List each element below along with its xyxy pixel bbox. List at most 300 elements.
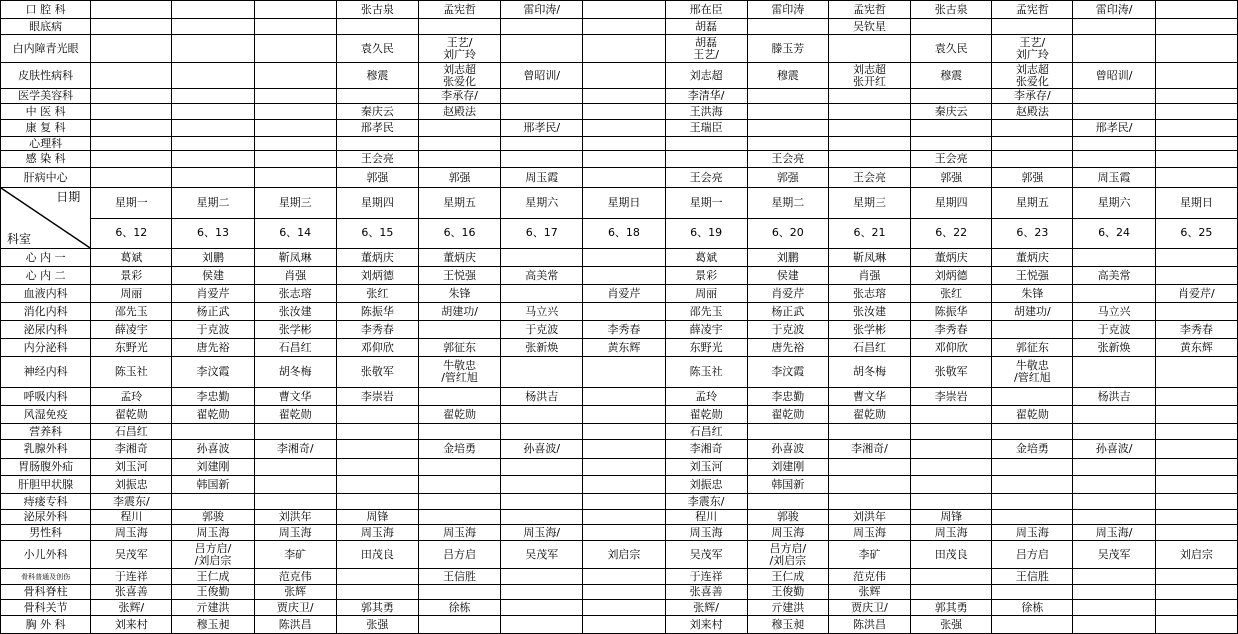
doctor-cell: 李震东/: [665, 494, 747, 510]
doctor-cell: 张学彬: [828, 321, 910, 339]
doctor-cell: 周锋: [911, 510, 992, 525]
department-name-cell: 风湿免疫: [1, 406, 91, 424]
doctor-cell: [1073, 285, 1155, 303]
weekday-header-cell: 星期日: [583, 188, 665, 219]
doctor-cell: 薛凌宇: [665, 321, 747, 339]
doctor-cell: [583, 35, 665, 63]
doctor-cell: [1073, 569, 1155, 585]
doctor-cell: [501, 285, 583, 303]
doctor-cell: [747, 494, 828, 510]
doctor-cell: 亓建洪: [747, 600, 828, 616]
doctor-cell: 王会亮: [747, 151, 828, 168]
doctor-cell: 王悦强: [418, 267, 500, 285]
doctor-cell: 袁久民: [336, 35, 418, 63]
date-header-cell: 6、25: [1155, 218, 1237, 249]
doctor-cell: 李湘奇/: [254, 440, 336, 459]
doctor-cell: [1155, 510, 1237, 525]
doctor-cell: [992, 424, 1073, 440]
doctor-cell: 肖爱芹: [583, 285, 665, 303]
doctor-cell: [91, 104, 172, 120]
doctor-cell: 董炳庆: [418, 249, 500, 267]
doctor-cell: 秦庆云: [911, 104, 992, 120]
doctor-cell: 郭征东: [992, 339, 1073, 357]
doctor-cell: 胡建功/: [418, 303, 500, 321]
doctor-cell: 周玉海: [747, 525, 828, 541]
doctor-cell: 肖爱芹: [172, 285, 254, 303]
date-header-cell: 6、14: [254, 218, 336, 249]
doctor-cell: 王仁成: [747, 569, 828, 585]
doctor-cell: [1073, 104, 1155, 120]
doctor-cell: 雷印涛: [747, 1, 828, 19]
doctor-cell: [1073, 600, 1155, 616]
doctor-cell: 胡冬梅: [254, 357, 336, 388]
doctor-cell: [583, 63, 665, 89]
doctor-cell: [254, 424, 336, 440]
doctor-cell: 赵殿法: [992, 104, 1073, 120]
doctor-cell: 田茂良: [911, 541, 992, 569]
department-name-cell: 神经内科: [1, 357, 91, 388]
doctor-cell: [418, 476, 500, 494]
doctor-cell: [583, 19, 665, 35]
doctor-cell: 郭强: [336, 168, 418, 188]
doctor-cell: 刘炳德: [336, 267, 418, 285]
department-name-cell: 乳腺外科: [1, 440, 91, 459]
doctor-cell: [1155, 151, 1237, 168]
doctor-cell: [1155, 569, 1237, 585]
doctor-cell: [254, 104, 336, 120]
doctor-cell: 肖强: [254, 267, 336, 285]
doctor-cell: [1155, 137, 1237, 151]
doctor-cell: 靳凤琳: [828, 249, 910, 267]
doctor-cell: 吴茂军: [1073, 541, 1155, 569]
doctor-cell: 胡磊: [665, 19, 747, 35]
department-name-cell: 男性科: [1, 525, 91, 541]
doctor-cell: 杨洪吉: [501, 388, 583, 406]
table-row: [1, 120, 1238, 137]
doctor-cell: 周玉海: [91, 525, 172, 541]
doctor-cell: 肖强: [828, 267, 910, 285]
doctor-cell: 郭强: [992, 168, 1073, 188]
doctor-cell: [583, 104, 665, 120]
doctor-cell: 范克伟: [254, 569, 336, 585]
doctor-cell: [1073, 585, 1155, 600]
doctor-cell: 刘来村: [665, 616, 747, 634]
doctor-cell: [828, 104, 910, 120]
doctor-cell: 吴茂军: [91, 541, 172, 569]
doctor-cell: [992, 19, 1073, 35]
doctor-cell: 葛斌: [91, 249, 172, 267]
doctor-cell: 周丽: [91, 285, 172, 303]
doctor-cell: 周玉海: [992, 525, 1073, 541]
department-name-cell: 骨科普通及创伤: [1, 569, 91, 585]
doctor-cell: [665, 151, 747, 168]
doctor-cell: [583, 357, 665, 388]
doctor-cell: [1155, 585, 1237, 600]
doctor-cell: 吴茂军: [665, 541, 747, 569]
doctor-cell: [583, 406, 665, 424]
doctor-cell: [254, 476, 336, 494]
doctor-cell: [911, 19, 992, 35]
doctor-cell: 周锋: [336, 510, 418, 525]
doctor-cell: [91, 89, 172, 104]
doctor-cell: [91, 137, 172, 151]
doctor-cell: 陈振华: [336, 303, 418, 321]
doctor-cell: 张红: [336, 285, 418, 303]
doctor-cell: [583, 459, 665, 476]
department-axis-label: 科室: [7, 232, 32, 246]
doctor-cell: 张志瑢: [828, 285, 910, 303]
doctor-cell: [828, 424, 910, 440]
doctor-cell: 侯建: [747, 267, 828, 285]
table-row: [1, 525, 1238, 541]
table-row: [1, 137, 1238, 151]
doctor-cell: [1155, 406, 1237, 424]
doctor-cell: [501, 476, 583, 494]
doctor-cell: 周玉海/: [1073, 525, 1155, 541]
doctor-cell: [992, 388, 1073, 406]
date-header-cell: 6、17: [501, 218, 583, 249]
doctor-cell: 刘振忠: [665, 476, 747, 494]
table-row: [1, 89, 1238, 104]
doctor-cell: 刘建刚: [172, 459, 254, 476]
table-row: [1, 1, 1238, 19]
doctor-cell: 李承存/: [992, 89, 1073, 104]
upper-department-rows: [1, 1, 1238, 188]
table-row: [1, 249, 1238, 267]
doctor-cell: 穆震: [336, 63, 418, 89]
doctor-cell: 李秀春: [583, 321, 665, 339]
doctor-cell: [418, 120, 500, 137]
doctor-cell: 郭强: [911, 168, 992, 188]
department-name-cell: 泌尿外科: [1, 510, 91, 525]
department-name-cell: 白内障青光眼: [1, 35, 91, 63]
department-name-cell: 营养科: [1, 424, 91, 440]
doctor-cell: 于连祥: [665, 569, 747, 585]
doctor-cell: [1155, 600, 1237, 616]
doctor-cell: [1155, 104, 1237, 120]
department-name-cell: 泌尿内科: [1, 321, 91, 339]
doctor-cell: 张汝建: [254, 303, 336, 321]
doctor-cell: [992, 476, 1073, 494]
department-name-cell: 内分泌科: [1, 339, 91, 357]
doctor-cell: [418, 616, 500, 634]
doctor-cell: [911, 459, 992, 476]
doctor-cell: 张红: [911, 285, 992, 303]
doctor-cell: [583, 388, 665, 406]
doctor-cell: [1073, 19, 1155, 35]
department-name-cell: 康 复 科: [1, 120, 91, 137]
doctor-cell: [828, 35, 910, 63]
doctor-cell: [172, 151, 254, 168]
department-name-cell: 皮肤性病科: [1, 63, 91, 89]
doctor-cell: 周玉海: [665, 525, 747, 541]
table-row: [1, 285, 1238, 303]
doctor-cell: 曹文华: [254, 388, 336, 406]
doctor-cell: [992, 585, 1073, 600]
doctor-cell: [501, 569, 583, 585]
doctor-cell: [172, 137, 254, 151]
doctor-cell: 刘玉河: [91, 459, 172, 476]
doctor-cell: 张新焕: [501, 339, 583, 357]
department-name-cell: 心 内 一: [1, 249, 91, 267]
doctor-cell: 张古泉: [911, 1, 992, 19]
doctor-cell: [254, 19, 336, 35]
doctor-cell: [1155, 249, 1237, 267]
table-row: [1, 339, 1238, 357]
doctor-cell: 李湘奇/: [828, 440, 910, 459]
doctor-cell: [1155, 267, 1237, 285]
doctor-cell: [583, 303, 665, 321]
doctor-cell: 侯建: [172, 267, 254, 285]
table-row: [1, 303, 1238, 321]
doctor-cell: 马立兴: [501, 303, 583, 321]
table-row: [1, 267, 1238, 285]
doctor-cell: 郭其勇: [911, 600, 992, 616]
doctor-cell: [992, 151, 1073, 168]
date-header: [1, 188, 1238, 249]
doctor-cell: [172, 168, 254, 188]
doctor-cell: 王信胜: [418, 569, 500, 585]
doctor-cell: [583, 440, 665, 459]
date-header-cell: 6、24: [1073, 218, 1155, 249]
doctor-cell: [583, 424, 665, 440]
weekday-header-cell: 星期五: [992, 188, 1073, 219]
doctor-cell: [254, 137, 336, 151]
doctor-cell: [747, 89, 828, 104]
doctor-cell: [1155, 168, 1237, 188]
doctor-cell: [1155, 459, 1237, 476]
doctor-cell: 孟玲: [665, 388, 747, 406]
doctor-cell: [418, 585, 500, 600]
doctor-cell: 韩国新: [172, 476, 254, 494]
weekday-header-cell: 星期二: [747, 188, 828, 219]
doctor-cell: 王信胜: [992, 569, 1073, 585]
doctor-cell: 程川: [665, 510, 747, 525]
doctor-cell: 范克伟: [828, 569, 910, 585]
doctor-cell: 翟乾勋: [665, 406, 747, 424]
table-row: [1, 600, 1238, 616]
doctor-cell: 王瑞臣: [665, 120, 747, 137]
doctor-cell: [336, 19, 418, 35]
doctor-cell: 周玉海: [418, 525, 500, 541]
doctor-cell: 刘启宗: [1155, 541, 1237, 569]
doctor-cell: 邵先玉: [665, 303, 747, 321]
doctor-cell: 景彩: [91, 267, 172, 285]
table-row: [1, 357, 1238, 388]
doctor-cell: 东野光: [91, 339, 172, 357]
doctor-cell: [747, 137, 828, 151]
doctor-cell: 王会亮: [911, 151, 992, 168]
doctor-cell: [172, 494, 254, 510]
doctor-cell: 刘炳德: [911, 267, 992, 285]
doctor-cell: [336, 585, 418, 600]
department-name-cell: 肝胆甲状腺: [1, 476, 91, 494]
doctor-cell: 郭强: [747, 168, 828, 188]
doctor-cell: [501, 510, 583, 525]
doctor-cell: [911, 494, 992, 510]
doctor-cell: 李崇岩: [336, 388, 418, 406]
doctor-cell: 孙喜波/: [1073, 440, 1155, 459]
doctor-cell: [583, 249, 665, 267]
doctor-cell: 李忠勤: [747, 388, 828, 406]
doctor-cell: 王俊勤: [172, 585, 254, 600]
doctor-cell: [992, 137, 1073, 151]
doctor-cell: 牛敬忠 /管红旭: [992, 357, 1073, 388]
doctor-cell: [665, 137, 747, 151]
doctor-cell: [501, 406, 583, 424]
doctor-cell: 吕方启/ /刘启宗: [747, 541, 828, 569]
doctor-cell: 石昌红: [254, 339, 336, 357]
doctor-cell: [1073, 151, 1155, 168]
doctor-cell: [828, 476, 910, 494]
doctor-cell: 葛斌: [665, 249, 747, 267]
weekday-header-cell: 星期一: [91, 188, 172, 219]
doctor-cell: [583, 267, 665, 285]
doctor-cell: [254, 168, 336, 188]
doctor-cell: 王会亮: [336, 151, 418, 168]
doctor-cell: 徐栋: [418, 600, 500, 616]
doctor-cell: 郭强: [418, 168, 500, 188]
doctor-cell: 张喜善: [665, 585, 747, 600]
doctor-cell: 周玉海: [828, 525, 910, 541]
doctor-cell: [501, 600, 583, 616]
doctor-cell: 张学彬: [254, 321, 336, 339]
doctor-cell: 韩国新: [747, 476, 828, 494]
weekday-header-cell: 星期四: [336, 188, 418, 219]
doctor-cell: 董炳庆: [992, 249, 1073, 267]
doctor-cell: 刘建刚: [747, 459, 828, 476]
doctor-cell: 周玉海: [254, 525, 336, 541]
department-name-cell: 胃肠腹外疝: [1, 459, 91, 476]
department-name-cell: 肝病中心: [1, 168, 91, 188]
table-row: [1, 476, 1238, 494]
doctor-cell: 翟乾勋: [254, 406, 336, 424]
date-header-cell: 6、22: [911, 218, 992, 249]
department-name-cell: 心 内 二: [1, 267, 91, 285]
doctor-cell: 张志瑢: [254, 285, 336, 303]
table-row: [1, 510, 1238, 525]
doctor-cell: 张古泉: [336, 1, 418, 19]
doctor-cell: 郭骏: [747, 510, 828, 525]
doctor-cell: 孟玲: [91, 388, 172, 406]
doctor-cell: 孙喜波: [172, 440, 254, 459]
department-name-cell: 消化内科: [1, 303, 91, 321]
doctor-cell: [1155, 424, 1237, 440]
doctor-cell: 邢孝民/: [501, 120, 583, 137]
doctor-cell: [583, 1, 665, 19]
doctor-cell: [418, 459, 500, 476]
doctor-cell: [747, 120, 828, 137]
doctor-cell: 张辉/: [91, 600, 172, 616]
table-row: [1, 585, 1238, 600]
doctor-cell: [1073, 249, 1155, 267]
doctor-cell: [911, 137, 992, 151]
table-row: [1, 424, 1238, 440]
doctor-cell: 肖爱芹: [747, 285, 828, 303]
doctor-cell: 朱锋: [418, 285, 500, 303]
doctor-cell: 徐栋: [992, 600, 1073, 616]
doctor-cell: [992, 459, 1073, 476]
department-name-cell: 口 腔 科: [1, 1, 91, 19]
doctor-cell: 王会亮: [665, 168, 747, 188]
doctor-cell: [91, 120, 172, 137]
doctor-cell: [583, 494, 665, 510]
doctor-cell: [747, 424, 828, 440]
doctor-cell: 雷印涛/: [501, 1, 583, 19]
doctor-cell: [336, 459, 418, 476]
doctor-cell: [418, 424, 500, 440]
doctor-cell: [583, 151, 665, 168]
doctor-cell: 吕方启: [992, 541, 1073, 569]
doctor-cell: 张辉: [828, 585, 910, 600]
doctor-cell: [501, 424, 583, 440]
doctor-cell: [91, 63, 172, 89]
doctor-cell: 孙喜波: [747, 440, 828, 459]
doctor-cell: [1073, 476, 1155, 494]
doctor-cell: [418, 19, 500, 35]
table-row: [1, 63, 1238, 89]
doctor-cell: 袁久民: [911, 35, 992, 63]
doctor-cell: [418, 494, 500, 510]
doctor-cell: 王仁成: [172, 569, 254, 585]
doctor-cell: 贾庆卫/: [828, 600, 910, 616]
doctor-cell: [1073, 35, 1155, 63]
doctor-cell: 周玉海/: [501, 525, 583, 541]
date-header-cell: 6、19: [665, 218, 747, 249]
doctor-cell: 杨洪吉: [1073, 388, 1155, 406]
doctor-cell: [992, 120, 1073, 137]
doctor-cell: [583, 585, 665, 600]
table-row: [1, 459, 1238, 476]
doctor-cell: 东野光: [665, 339, 747, 357]
doctor-cell: [172, 35, 254, 63]
doctor-cell: [1073, 357, 1155, 388]
department-name-cell: 眼底病: [1, 19, 91, 35]
doctor-cell: [1155, 89, 1237, 104]
doctor-cell: 张敬军: [911, 357, 992, 388]
doctor-cell: 张敬军: [336, 357, 418, 388]
lower-department-rows: [1, 249, 1238, 634]
weekday-header-cell: 星期日: [1155, 188, 1237, 219]
department-name-cell: 痔瘘专科: [1, 494, 91, 510]
doctor-cell: 吴钦星: [828, 19, 910, 35]
doctor-cell: 郭其勇: [336, 600, 418, 616]
department-name-cell: 胸 外 科: [1, 616, 91, 634]
doctor-cell: 李秀春: [1155, 321, 1237, 339]
doctor-cell: [1073, 616, 1155, 634]
table-row: [1, 151, 1238, 168]
doctor-cell: [583, 616, 665, 634]
doctor-cell: 翟乾勋: [418, 406, 500, 424]
doctor-cell: [254, 63, 336, 89]
doctor-cell: [254, 89, 336, 104]
doctor-cell: [1155, 63, 1237, 89]
doctor-cell: 孟宪哲: [418, 1, 500, 19]
doctor-cell: 张强: [911, 616, 992, 634]
doctor-cell: [992, 321, 1073, 339]
doctor-cell: 刘志超 张开红: [828, 63, 910, 89]
doctor-cell: 吕方启/ /刘启宗: [172, 541, 254, 569]
doctor-cell: 程川: [91, 510, 172, 525]
doctor-cell: 孟宪哲: [828, 1, 910, 19]
doctor-cell: 于克波: [747, 321, 828, 339]
doctor-cell: 赵殿法: [418, 104, 500, 120]
doctor-cell: 牛敬忠 /管红旭: [418, 357, 500, 388]
doctor-cell: 曾昭训/: [1073, 63, 1155, 89]
department-name-cell: 小儿外科: [1, 541, 91, 569]
doctor-cell: [1155, 616, 1237, 634]
doctor-cell: [254, 120, 336, 137]
